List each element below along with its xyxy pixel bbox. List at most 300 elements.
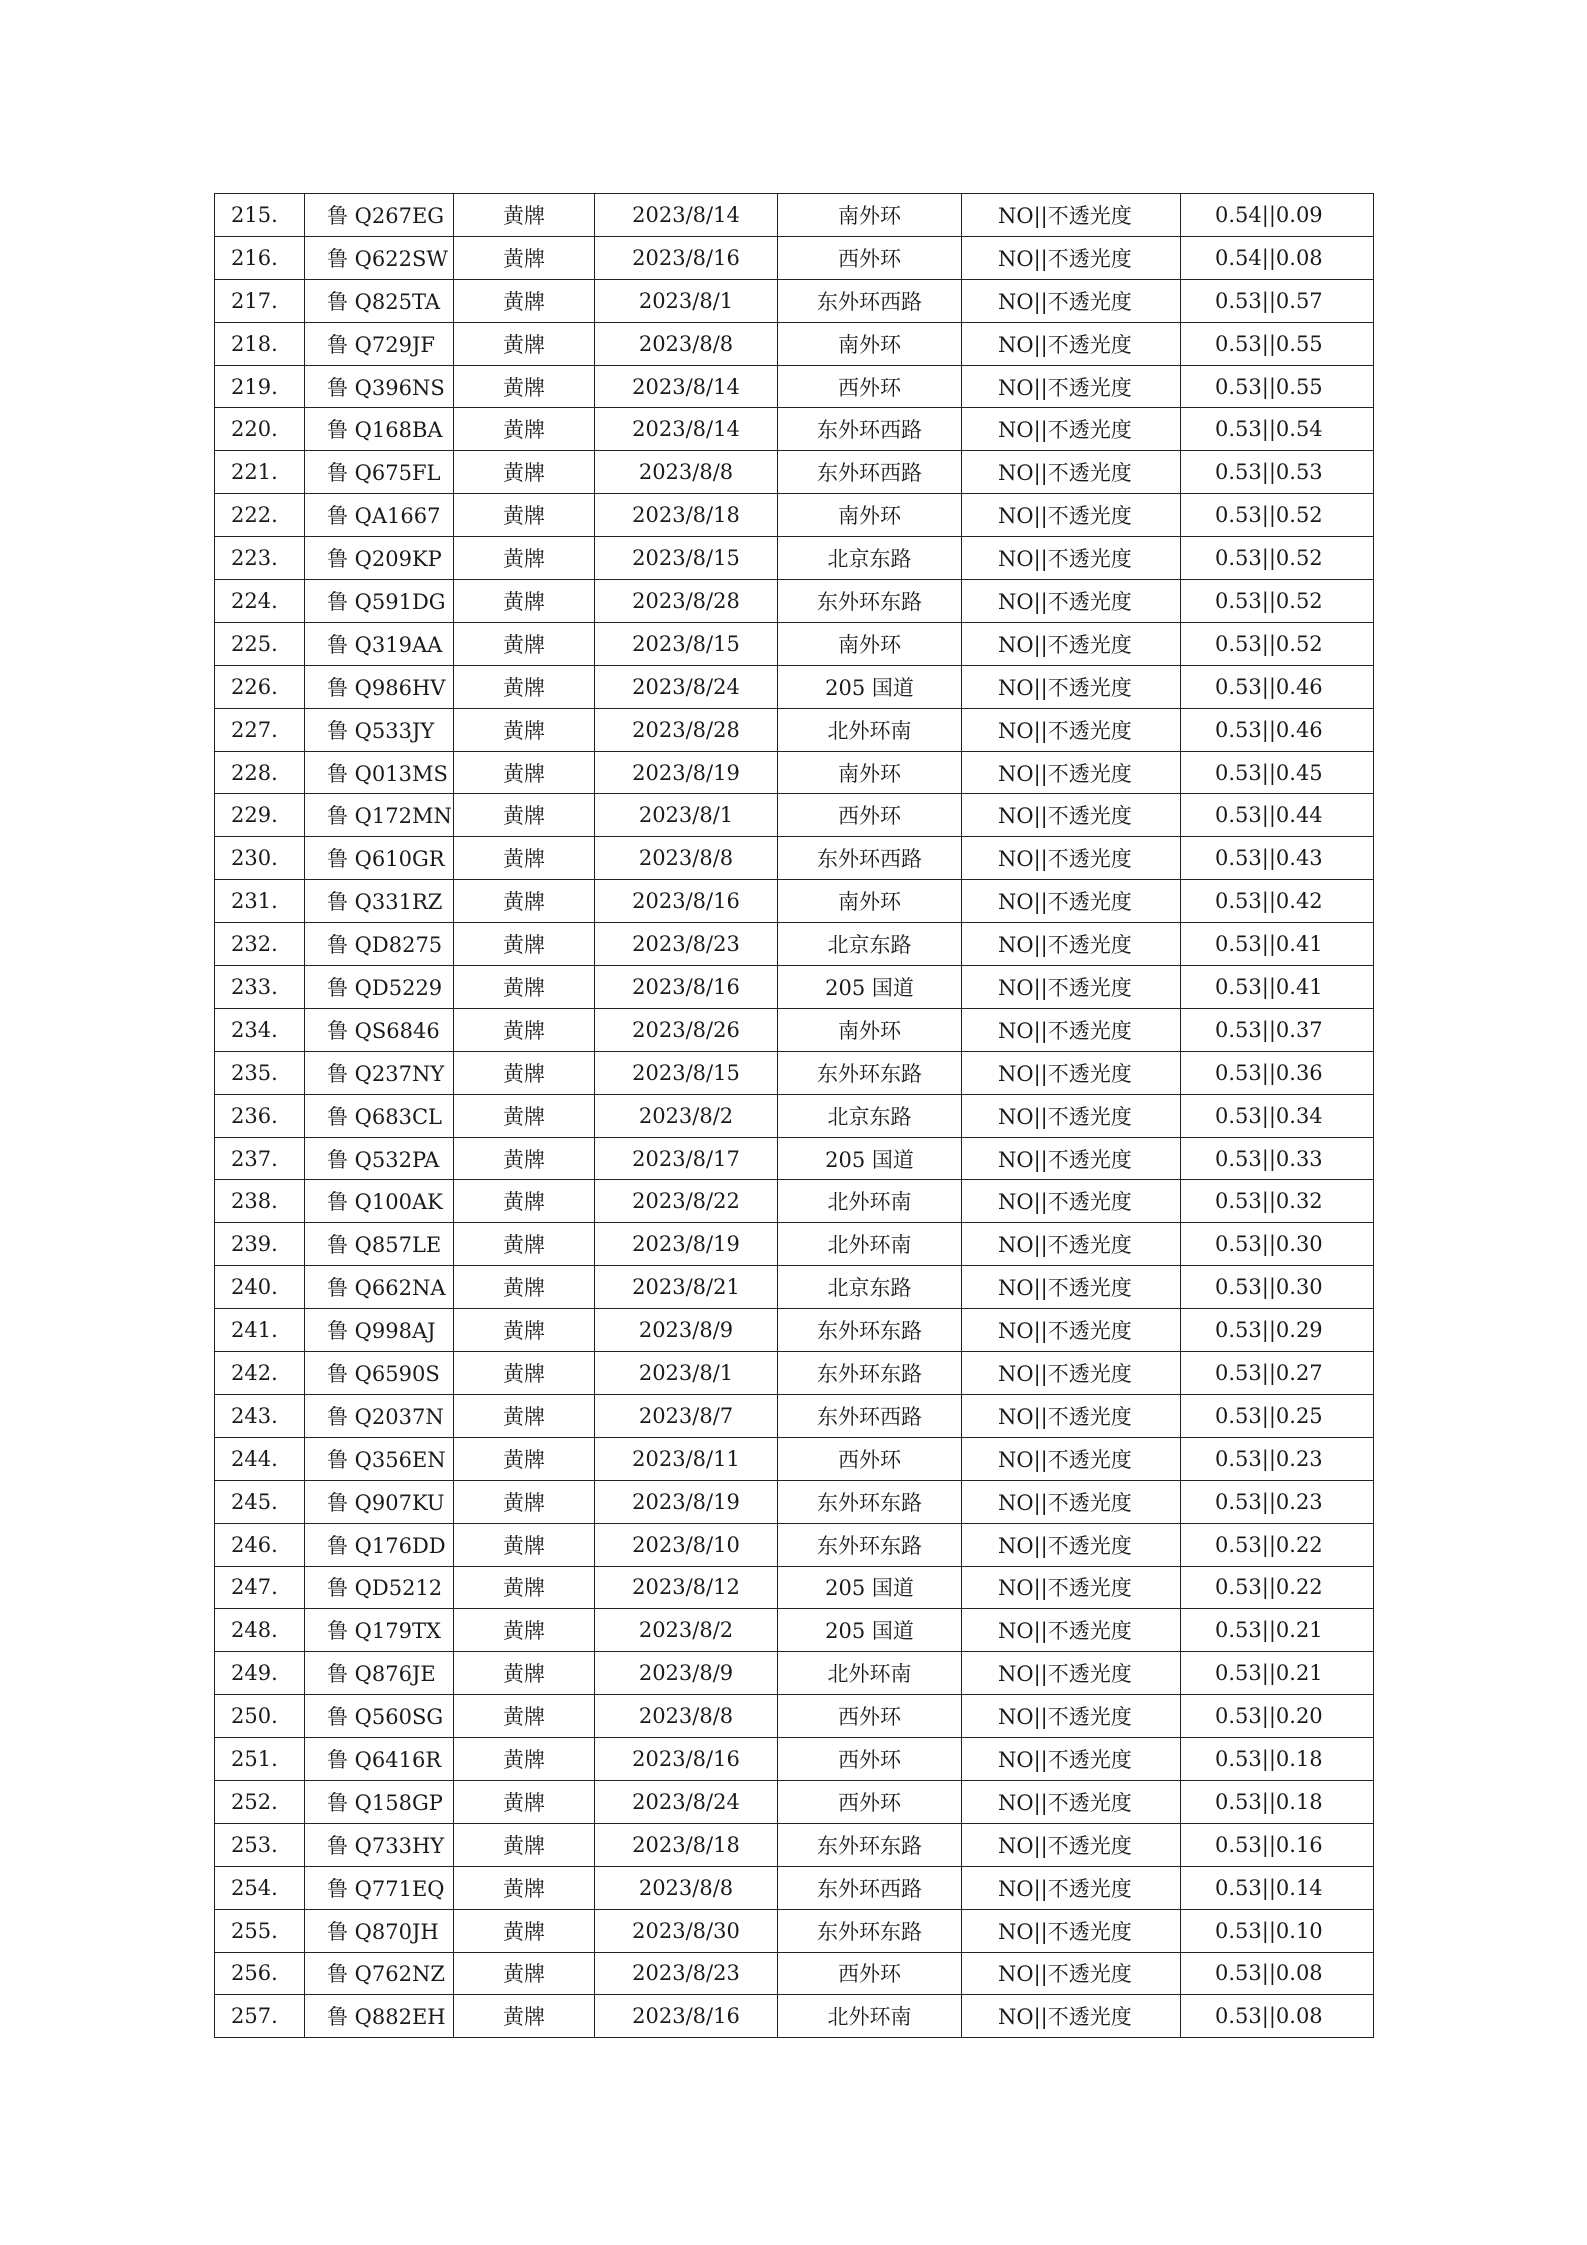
plate-number-cell: 鲁 Q179TX [305,1609,454,1652]
location-cell: 南外环 [778,1008,962,1051]
location-cell: 北京东路 [778,923,962,966]
inspection-date-cell: 2023/8/17 [595,1137,778,1180]
table-row [215,1180,1374,1223]
plate-color-cell: 黄牌 [454,1738,595,1781]
row-number-cell: 248. [215,1609,305,1652]
plate-color-cell: 黄牌 [454,1180,595,1223]
location-cell: 205 国道 [778,1137,962,1180]
row-number-cell: 249. [215,1652,305,1695]
plate-number-cell: 鲁 Q319AA [305,622,454,665]
plate-number-cell: 鲁 Q172MN [305,794,454,837]
inspection-date-cell: 2023/8/8 [595,837,778,880]
plate-color-cell: 黄牌 [454,1566,595,1609]
measured-value-cell: 0.53||0.30 [1181,1266,1374,1309]
table-row [215,1780,1374,1823]
row-number-cell: 257. [215,1995,305,2038]
plate-number-cell: 鲁 Q729JF [305,322,454,365]
table-row [215,1652,1374,1695]
row-number-cell: 230. [215,837,305,880]
plate-number-cell: 鲁 Q331RZ [305,880,454,923]
plate-number-cell: 鲁 Q610GR [305,837,454,880]
plate-color-cell: 黄牌 [454,537,595,580]
inspection-date-cell: 2023/8/11 [595,1437,778,1480]
location-cell: 东外环西路 [778,1394,962,1437]
plate-number-cell: 鲁 Q532PA [305,1137,454,1180]
table-row [215,494,1374,537]
plate-number-cell: 鲁 Q013MS [305,751,454,794]
table-row [215,622,1374,665]
inspection-date-cell: 2023/8/1 [595,279,778,322]
inspection-date-cell: 2023/8/14 [595,408,778,451]
row-number-cell: 253. [215,1823,305,1866]
measured-value-cell: 0.53||0.52 [1181,580,1374,623]
row-number-cell: 221. [215,451,305,494]
plate-color-cell: 黄牌 [454,1309,595,1352]
row-number-cell: 243. [215,1394,305,1437]
location-cell: 东外环东路 [778,1523,962,1566]
plate-color-cell: 黄牌 [454,1652,595,1695]
exceed-item-cell: NO||不透光度 [962,494,1181,537]
location-cell: 西外环 [778,1952,962,1995]
table-row [215,1523,1374,1566]
inspection-date-cell: 2023/8/24 [595,1780,778,1823]
row-number-cell: 255. [215,1909,305,1952]
table-row [215,751,1374,794]
exceed-item-cell: NO||不透光度 [962,1008,1181,1051]
row-number-cell: 252. [215,1780,305,1823]
row-number-cell: 228. [215,751,305,794]
measured-value-cell: 0.53||0.27 [1181,1352,1374,1395]
measured-value-cell: 0.53||0.33 [1181,1137,1374,1180]
row-number-cell: 242. [215,1352,305,1395]
table-row [215,1223,1374,1266]
table-row [215,1094,1374,1137]
table-row [215,708,1374,751]
exceed-item-cell: NO||不透光度 [962,365,1181,408]
plate-color-cell: 黄牌 [454,1094,595,1137]
plate-number-cell: 鲁 Q882EH [305,1995,454,2038]
exceed-item-cell: NO||不透光度 [962,1609,1181,1652]
location-cell: 东外环西路 [778,451,962,494]
row-number-cell: 247. [215,1566,305,1609]
exceed-item-cell: NO||不透光度 [962,1051,1181,1094]
location-cell: 西外环 [778,236,962,279]
table-row [215,1695,1374,1738]
plate-number-cell: 鲁 Q907KU [305,1480,454,1523]
plate-number-cell: 鲁 Q396NS [305,365,454,408]
exceed-item-cell: NO||不透光度 [962,322,1181,365]
table-row [215,1738,1374,1781]
inspection-date-cell: 2023/8/16 [595,236,778,279]
row-number-cell: 216. [215,236,305,279]
table-row [215,451,1374,494]
plate-color-cell: 黄牌 [454,1223,595,1266]
plate-color-cell: 黄牌 [454,1352,595,1395]
inspection-date-cell: 2023/8/16 [595,880,778,923]
location-cell: 东外环东路 [778,1480,962,1523]
location-cell: 北外环南 [778,708,962,751]
measured-value-cell: 0.53||0.46 [1181,665,1374,708]
row-number-cell: 251. [215,1738,305,1781]
plate-number-cell: 鲁 Q622SW [305,236,454,279]
measured-value-cell: 0.53||0.55 [1181,365,1374,408]
plate-color-cell: 黄牌 [454,1051,595,1094]
plate-color-cell: 黄牌 [454,923,595,966]
location-cell: 东外环东路 [778,1352,962,1395]
exceed-item-cell: NO||不透光度 [962,1180,1181,1223]
row-number-cell: 239. [215,1223,305,1266]
measured-value-cell: 0.53||0.22 [1181,1523,1374,1566]
table-row [215,279,1374,322]
table-row [215,1480,1374,1523]
row-number-cell: 241. [215,1309,305,1352]
plate-color-cell: 黄牌 [454,880,595,923]
plate-number-cell: 鲁 Q6590S [305,1352,454,1395]
location-cell: 东外环东路 [778,1051,962,1094]
plate-number-cell: 鲁 QD5229 [305,966,454,1009]
inspection-date-cell: 2023/8/2 [595,1609,778,1652]
location-cell: 南外环 [778,322,962,365]
row-number-cell: 233. [215,966,305,1009]
plate-color-cell: 黄牌 [454,194,595,237]
inspection-date-cell: 2023/8/15 [595,622,778,665]
plate-number-cell: 鲁 Q6416R [305,1738,454,1781]
records-table [214,193,1374,2038]
exceed-item-cell: NO||不透光度 [962,923,1181,966]
table-row [215,537,1374,580]
inspection-date-cell: 2023/8/19 [595,751,778,794]
plate-color-cell: 黄牌 [454,494,595,537]
location-cell: 东外环东路 [778,580,962,623]
plate-color-cell: 黄牌 [454,322,595,365]
records-body [215,194,1374,2038]
inspection-date-cell: 2023/8/18 [595,1823,778,1866]
measured-value-cell: 0.53||0.41 [1181,966,1374,1009]
exceed-item-cell: NO||不透光度 [962,1695,1181,1738]
plate-color-cell: 黄牌 [454,236,595,279]
table-row [215,1309,1374,1352]
plate-number-cell: 鲁 Q825TA [305,279,454,322]
exceed-item-cell: NO||不透光度 [962,1995,1181,2038]
location-cell: 南外环 [778,751,962,794]
measured-value-cell: 0.53||0.52 [1181,537,1374,580]
inspection-date-cell: 2023/8/15 [595,537,778,580]
location-cell: 东外环西路 [778,1866,962,1909]
plate-color-cell: 黄牌 [454,1137,595,1180]
row-number-cell: 218. [215,322,305,365]
plate-number-cell: 鲁 QD5212 [305,1566,454,1609]
measured-value-cell: 0.54||0.08 [1181,236,1374,279]
inspection-date-cell: 2023/8/16 [595,1995,778,2038]
exceed-item-cell: NO||不透光度 [962,708,1181,751]
row-number-cell: 223. [215,537,305,580]
table-row [215,1995,1374,2038]
row-number-cell: 245. [215,1480,305,1523]
inspection-date-cell: 2023/8/28 [595,708,778,751]
plate-number-cell: 鲁 Q591DG [305,580,454,623]
row-number-cell: 231. [215,880,305,923]
table-row [215,837,1374,880]
measured-value-cell: 0.53||0.46 [1181,708,1374,751]
plate-number-cell: 鲁 Q100AK [305,1180,454,1223]
location-cell: 北外环南 [778,1180,962,1223]
exceed-item-cell: NO||不透光度 [962,1523,1181,1566]
plate-color-cell: 黄牌 [454,1266,595,1309]
inspection-date-cell: 2023/8/28 [595,580,778,623]
inspection-date-cell: 2023/8/8 [595,451,778,494]
table-row [215,365,1374,408]
plate-color-cell: 黄牌 [454,1480,595,1523]
location-cell: 东外环西路 [778,279,962,322]
inspection-date-cell: 2023/8/1 [595,794,778,837]
exceed-item-cell: NO||不透光度 [962,794,1181,837]
plate-color-cell: 黄牌 [454,751,595,794]
plate-number-cell: 鲁 Q267EG [305,194,454,237]
row-number-cell: 240. [215,1266,305,1309]
plate-color-cell: 黄牌 [454,665,595,708]
inspection-date-cell: 2023/8/19 [595,1223,778,1266]
inspection-date-cell: 2023/8/15 [595,1051,778,1094]
exceed-item-cell: NO||不透光度 [962,1738,1181,1781]
location-cell: 南外环 [778,880,962,923]
table-row [215,1394,1374,1437]
location-cell: 205 国道 [778,1566,962,1609]
exceed-item-cell: NO||不透光度 [962,1952,1181,1995]
inspection-date-cell: 2023/8/16 [595,966,778,1009]
inspection-date-cell: 2023/8/8 [595,1866,778,1909]
row-number-cell: 220. [215,408,305,451]
table-row [215,1008,1374,1051]
row-number-cell: 217. [215,279,305,322]
location-cell: 西外环 [778,1738,962,1781]
exceed-item-cell: NO||不透光度 [962,1909,1181,1952]
plate-number-cell: 鲁 Q771EQ [305,1866,454,1909]
table-row [215,1823,1374,1866]
measured-value-cell: 0.53||0.42 [1181,880,1374,923]
plate-color-cell: 黄牌 [454,966,595,1009]
exceed-item-cell: NO||不透光度 [962,236,1181,279]
plate-color-cell: 黄牌 [454,1780,595,1823]
table-row [215,1952,1374,1995]
measured-value-cell: 0.53||0.55 [1181,322,1374,365]
measured-value-cell: 0.53||0.16 [1181,1823,1374,1866]
plate-color-cell: 黄牌 [454,1437,595,1480]
inspection-date-cell: 2023/8/1 [595,1352,778,1395]
exceed-item-cell: NO||不透光度 [962,1823,1181,1866]
measured-value-cell: 0.53||0.20 [1181,1695,1374,1738]
exceed-item-cell: NO||不透光度 [962,966,1181,1009]
plate-color-cell: 黄牌 [454,1695,595,1738]
exceed-item-cell: NO||不透光度 [962,580,1181,623]
inspection-date-cell: 2023/8/14 [595,194,778,237]
table-row [215,966,1374,1009]
plate-number-cell: 鲁 Q857LE [305,1223,454,1266]
plate-color-cell: 黄牌 [454,1394,595,1437]
location-cell: 东外环西路 [778,837,962,880]
plate-color-cell: 黄牌 [454,622,595,665]
inspection-date-cell: 2023/8/9 [595,1652,778,1695]
row-number-cell: 254. [215,1866,305,1909]
location-cell: 北京东路 [778,1266,962,1309]
measured-value-cell: 0.53||0.37 [1181,1008,1374,1051]
location-cell: 205 国道 [778,1609,962,1652]
inspection-date-cell: 2023/8/23 [595,923,778,966]
exceed-item-cell: NO||不透光度 [962,408,1181,451]
plate-number-cell: 鲁 QA1667 [305,494,454,537]
table-row [215,580,1374,623]
inspection-date-cell: 2023/8/10 [595,1523,778,1566]
exceed-item-cell: NO||不透光度 [962,1266,1181,1309]
measured-value-cell: 0.53||0.30 [1181,1223,1374,1266]
row-number-cell: 215. [215,194,305,237]
measured-value-cell: 0.53||0.22 [1181,1566,1374,1609]
row-number-cell: 237. [215,1137,305,1180]
plate-color-cell: 黄牌 [454,1008,595,1051]
measured-value-cell: 0.53||0.57 [1181,279,1374,322]
inspection-date-cell: 2023/8/8 [595,1695,778,1738]
plate-color-cell: 黄牌 [454,580,595,623]
inspection-date-cell: 2023/8/30 [595,1909,778,1952]
location-cell: 西外环 [778,794,962,837]
row-number-cell: 238. [215,1180,305,1223]
exceed-item-cell: NO||不透光度 [962,1652,1181,1695]
location-cell: 西外环 [778,1780,962,1823]
location-cell: 北外环南 [778,1652,962,1695]
inspection-date-cell: 2023/8/9 [595,1309,778,1352]
exceed-item-cell: NO||不透光度 [962,622,1181,665]
table-row [215,880,1374,923]
table-row [215,665,1374,708]
exceed-item-cell: NO||不透光度 [962,279,1181,322]
row-number-cell: 256. [215,1952,305,1995]
plate-number-cell: 鲁 QS6846 [305,1008,454,1051]
plate-color-cell: 黄牌 [454,837,595,880]
measured-value-cell: 0.53||0.44 [1181,794,1374,837]
plate-color-cell: 黄牌 [454,408,595,451]
row-number-cell: 246. [215,1523,305,1566]
plate-color-cell: 黄牌 [454,1995,595,2038]
row-number-cell: 222. [215,494,305,537]
measured-value-cell: 0.53||0.32 [1181,1180,1374,1223]
location-cell: 西外环 [778,1695,962,1738]
measured-value-cell: 0.53||0.29 [1181,1309,1374,1352]
table-row [215,1609,1374,1652]
exceed-item-cell: NO||不透光度 [962,1480,1181,1523]
table-row [215,1866,1374,1909]
plate-number-cell: 鲁 Q662NA [305,1266,454,1309]
table-row [215,194,1374,237]
table-row [215,1137,1374,1180]
measured-value-cell: 0.53||0.53 [1181,451,1374,494]
measured-value-cell: 0.53||0.52 [1181,494,1374,537]
exceed-item-cell: NO||不透光度 [962,537,1181,580]
measured-value-cell: 0.54||0.09 [1181,194,1374,237]
plate-number-cell: 鲁 Q533JY [305,708,454,751]
measured-value-cell: 0.53||0.41 [1181,923,1374,966]
exceed-item-cell: NO||不透光度 [962,1223,1181,1266]
plate-color-cell: 黄牌 [454,1823,595,1866]
row-number-cell: 236. [215,1094,305,1137]
location-cell: 南外环 [778,622,962,665]
exceed-item-cell: NO||不透光度 [962,1866,1181,1909]
plate-color-cell: 黄牌 [454,1952,595,1995]
measured-value-cell: 0.53||0.08 [1181,1995,1374,2038]
exceed-item-cell: NO||不透光度 [962,1780,1181,1823]
plate-number-cell: 鲁 Q998AJ [305,1309,454,1352]
plate-color-cell: 黄牌 [454,1523,595,1566]
exceed-item-cell: NO||不透光度 [962,880,1181,923]
measured-value-cell: 0.53||0.08 [1181,1952,1374,1995]
measured-value-cell: 0.53||0.14 [1181,1866,1374,1909]
row-number-cell: 234. [215,1008,305,1051]
inspection-date-cell: 2023/8/19 [595,1480,778,1523]
plate-number-cell: 鲁 Q762NZ [305,1952,454,1995]
plate-color-cell: 黄牌 [454,1866,595,1909]
inspection-date-cell: 2023/8/24 [595,665,778,708]
row-number-cell: 227. [215,708,305,751]
exceed-item-cell: NO||不透光度 [962,751,1181,794]
table-row [215,1566,1374,1609]
inspection-date-cell: 2023/8/26 [595,1008,778,1051]
location-cell: 205 国道 [778,966,962,1009]
location-cell: 东外环西路 [778,408,962,451]
inspection-date-cell: 2023/8/2 [595,1094,778,1137]
exceed-item-cell: NO||不透光度 [962,1094,1181,1137]
measured-value-cell: 0.53||0.23 [1181,1480,1374,1523]
location-cell: 南外环 [778,494,962,537]
inspection-date-cell: 2023/8/14 [595,365,778,408]
plate-color-cell: 黄牌 [454,279,595,322]
exceed-item-cell: NO||不透光度 [962,1394,1181,1437]
location-cell: 东外环东路 [778,1823,962,1866]
plate-number-cell: 鲁 Q209KP [305,537,454,580]
plate-color-cell: 黄牌 [454,365,595,408]
plate-number-cell: 鲁 Q683CL [305,1094,454,1137]
inspection-date-cell: 2023/8/22 [595,1180,778,1223]
exceed-item-cell: NO||不透光度 [962,1137,1181,1180]
location-cell: 北京东路 [778,1094,962,1137]
plate-number-cell: 鲁 Q168BA [305,408,454,451]
plate-number-cell: 鲁 Q2037N [305,1394,454,1437]
row-number-cell: 235. [215,1051,305,1094]
location-cell: 西外环 [778,365,962,408]
plate-number-cell: 鲁 Q986HV [305,665,454,708]
row-number-cell: 225. [215,622,305,665]
location-cell: 南外环 [778,194,962,237]
exceed-item-cell: NO||不透光度 [962,837,1181,880]
plate-number-cell: 鲁 Q158GP [305,1780,454,1823]
exceed-item-cell: NO||不透光度 [962,451,1181,494]
table-row [215,1352,1374,1395]
plate-color-cell: 黄牌 [454,708,595,751]
plate-number-cell: 鲁 Q560SG [305,1695,454,1738]
exceed-item-cell: NO||不透光度 [962,1352,1181,1395]
location-cell: 北外环南 [778,1223,962,1266]
row-number-cell: 250. [215,1695,305,1738]
plate-number-cell: 鲁 Q237NY [305,1051,454,1094]
row-number-cell: 244. [215,1437,305,1480]
measured-value-cell: 0.53||0.23 [1181,1437,1374,1480]
exceed-item-cell: NO||不透光度 [962,1309,1181,1352]
measured-value-cell: 0.53||0.21 [1181,1652,1374,1695]
table-row [215,1437,1374,1480]
inspection-date-cell: 2023/8/18 [595,494,778,537]
exceed-item-cell: NO||不透光度 [962,665,1181,708]
measured-value-cell: 0.53||0.52 [1181,622,1374,665]
plate-number-cell: 鲁 Q176DD [305,1523,454,1566]
table-row [215,1051,1374,1094]
plate-color-cell: 黄牌 [454,451,595,494]
